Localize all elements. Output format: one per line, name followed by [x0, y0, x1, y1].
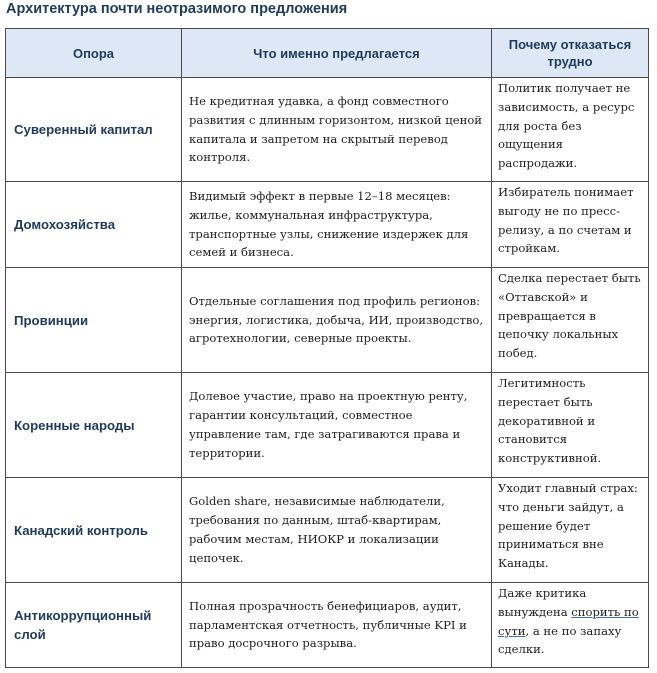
- header-pillar: Опора: [6, 29, 182, 78]
- underlined-phrase: спорить по сути: [498, 604, 639, 638]
- pillar-cell: Суверенный капитал: [6, 78, 182, 182]
- offer-cell: Видимый эффект в первые 12–18 месяцев: жилье, коммунальная инфраструктура, транспортные узлы, снижение издержек для семей и бизнеса.: [182, 182, 492, 268]
- pillar-cell: Коренные народы: [6, 373, 182, 478]
- why-text-post: , а не по запаху сделки.: [498, 623, 622, 657]
- header-why: Почему отказаться трудно: [492, 29, 649, 78]
- why-cell: Сделка перестает быть «Оттавской» и превращается в цепочку локальных побед.: [492, 268, 649, 373]
- offer-cell: Golden share, независимые наблюдатели, требования по данным, штаб-квартирам, рабочим местам, НИОКР и локализации цепочек.: [182, 478, 492, 583]
- offer-cell: Не кредитная удавка, а фонд совместного развития с длинным горизонтом, низкой ценой капитала и запретом на скрытый перевод контроля.: [182, 78, 492, 182]
- why-cell: Избиратель понимает выгоду не по пресс-релизу, а по счетам и стройкам.: [492, 182, 649, 268]
- why-cell: Политик получает не зависимость, а ресурс для роста без ощущения распродажи.: [492, 78, 649, 182]
- page-title: Архитектура почти неотразимого предложения: [6, 1, 348, 17]
- pillar-cell: Антикоррупционный слой: [6, 583, 182, 668]
- offer-cell: Полная прозрачность бенефициаров, аудит, парламентская отчетность, публичные KPI и право досрочного разрыва.: [182, 583, 492, 668]
- pillar-cell: Провинции: [6, 268, 182, 373]
- offer-cell: Отдельные соглашения под профиль регионов: энергия, логистика, добыча, ИИ, производство, агротехнологии, северные проекты.: [182, 268, 492, 373]
- why-cell: Легитимность перестает быть декоративной и становится конструктивной.: [492, 373, 649, 478]
- pillar-cell: Канадский контроль: [6, 478, 182, 583]
- table-row: [6, 373, 649, 478]
- why-text-pre: Даже критика вынуждена: [498, 586, 587, 619]
- table-row: [6, 182, 649, 268]
- offer-cell: Долевое участие, право на проектную ренту, гарантии консультаций, совместное управление там, где затрагиваются права и территории.: [182, 373, 492, 478]
- why-cell: [492, 583, 649, 668]
- why-cell: Уходит главный страх: что деньги зайдут, а решение будет приниматься вне Канады.: [492, 478, 649, 583]
- proposal-table: [5, 28, 649, 668]
- header-offer: Что именно предлагается: [182, 29, 492, 78]
- table-row: [6, 268, 649, 373]
- pillar-cell: Домохозяйства: [6, 182, 182, 268]
- table-row: [6, 478, 649, 583]
- table-row: [6, 583, 649, 668]
- table-header-row: [6, 29, 649, 78]
- table-row: [6, 78, 649, 182]
